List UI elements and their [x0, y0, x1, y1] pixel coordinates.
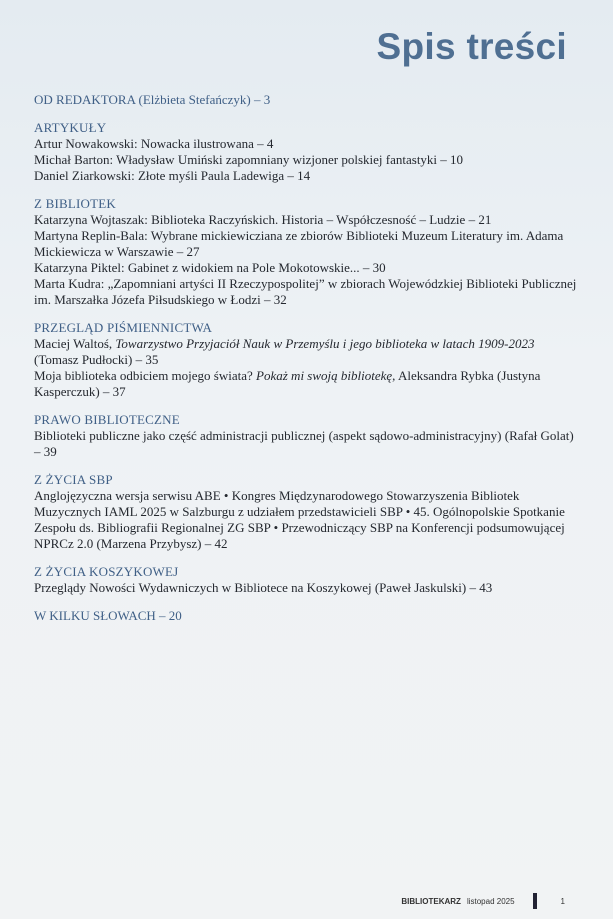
footer-divider — [533, 893, 537, 909]
toc-entry — [34, 368, 579, 400]
section-title: Z ŻYCIA SBP — [34, 472, 113, 487]
entry-heading: Moja biblioteka odbiciem mojego świata? — [34, 368, 257, 383]
toc-entry: Artur Nowakowski: Nowacka ilustrowana – 4 — [34, 136, 274, 151]
page-number: 1 — [560, 896, 565, 906]
section-od-redaktora — [34, 92, 579, 108]
section-z-bibliotek — [34, 196, 579, 308]
page-footer — [401, 893, 565, 909]
toc-entry-od-redaktora: OD REDAKTORA (Elżbieta Stefańczyk) – 3 — [34, 92, 271, 107]
toc-entry: Michał Barton: Władysław Umiński zapomniany wizjoner polskiej fantastyki – 10 — [34, 152, 464, 167]
page-heading: Spis treści — [376, 26, 567, 67]
entry-book-title: Pokaż mi swoją bibliotekę — [256, 368, 393, 383]
toc-entry: Anglojęzyczna wersja serwisu ABE • Kongres Międzynarodowego Stowarzyszenia Bibliotek Muzycznych IAML 2025 w Salzburgu z udziałem przedstawicieli SBP • 45. Ogólnopolskie Spotkanie Zespołu ds. Bibliografii Regionalnej ZG SBP • Przewodniczący SBP na Konferencji podsumowującej NPRCz 2.0 (Marzena Przybysz) – 42 — [34, 488, 565, 551]
toc-entry: Martyna Replin-Bala: Wybrane mickiewicziana ze zbiorów Biblioteki Muzeum Literatury im. Adama Mickiewicza w Warszawie – 27 — [34, 228, 564, 259]
entry-reviewer: (Tomasz Pudłocki) – 35 — [34, 352, 159, 367]
section-zycia-sbp — [34, 472, 579, 552]
toc-entry: Katarzyna Piktel: Gabinet z widokiem na Pole Mokotowskie... – 30 — [34, 260, 386, 275]
entry-author: Maciej Waltoś, — [34, 336, 116, 351]
section-w-kilku — [34, 608, 579, 624]
section-title: PRZEGLĄD PIŚMIENNICTWA — [34, 320, 213, 335]
issue-date: listopad 2025 — [466, 896, 515, 906]
toc-entry-w-kilku: W KILKU SŁOWACH – 20 — [34, 608, 182, 623]
section-title: Z ŻYCIA KOSZYKOWEJ — [34, 564, 179, 579]
toc-entry: Katarzyna Wojtaszak: Biblioteka Raczyńskich. Historia – Współczesność – Ludzie – 21 — [34, 212, 492, 227]
toc-entry: Przeglądy Nowości Wydawniczych w Bibliotece na Koszykowej (Paweł Jaskulski) – 43 — [34, 580, 493, 595]
toc-entry: Biblioteki publiczne jako część administracji publicznej (aspekt sądowo-administracyjny) (Rafał Golat) – 39 — [34, 428, 574, 459]
entry-reviewer: , Aleksandra Rybka (Justyna Kasperczuk) – 37 — [34, 368, 541, 399]
section-przeglad — [34, 320, 579, 400]
magazine-name: BIBLIOTEKARZ — [401, 896, 461, 906]
section-title: ARTYKUŁY — [34, 120, 107, 135]
table-of-contents — [34, 92, 579, 636]
toc-entry: Marta Kudra: „Zapomniani artyści II Rzeczypospolitej” w zbiorach Wojewódzkiej Biblioteki Publicznej im. Marszałka Józefa Piłsudskiego w Łodzi – 32 — [34, 276, 577, 307]
entry-book-title: Towarzystwo Przyjaciół Nauk w Przemyślu i jego biblioteka w latach 1909-2023 — [115, 336, 535, 351]
section-title: Z BIBLIOTEK — [34, 196, 116, 211]
section-zycia-koszykowej — [34, 564, 579, 596]
toc-entry: Daniel Ziarkowski: Złote myśli Paula Ladewiga – 14 — [34, 168, 311, 183]
section-prawo — [34, 412, 579, 460]
toc-entry — [34, 336, 579, 368]
section-artykuly — [34, 120, 579, 184]
section-title: PRAWO BIBLIOTECZNE — [34, 412, 180, 427]
